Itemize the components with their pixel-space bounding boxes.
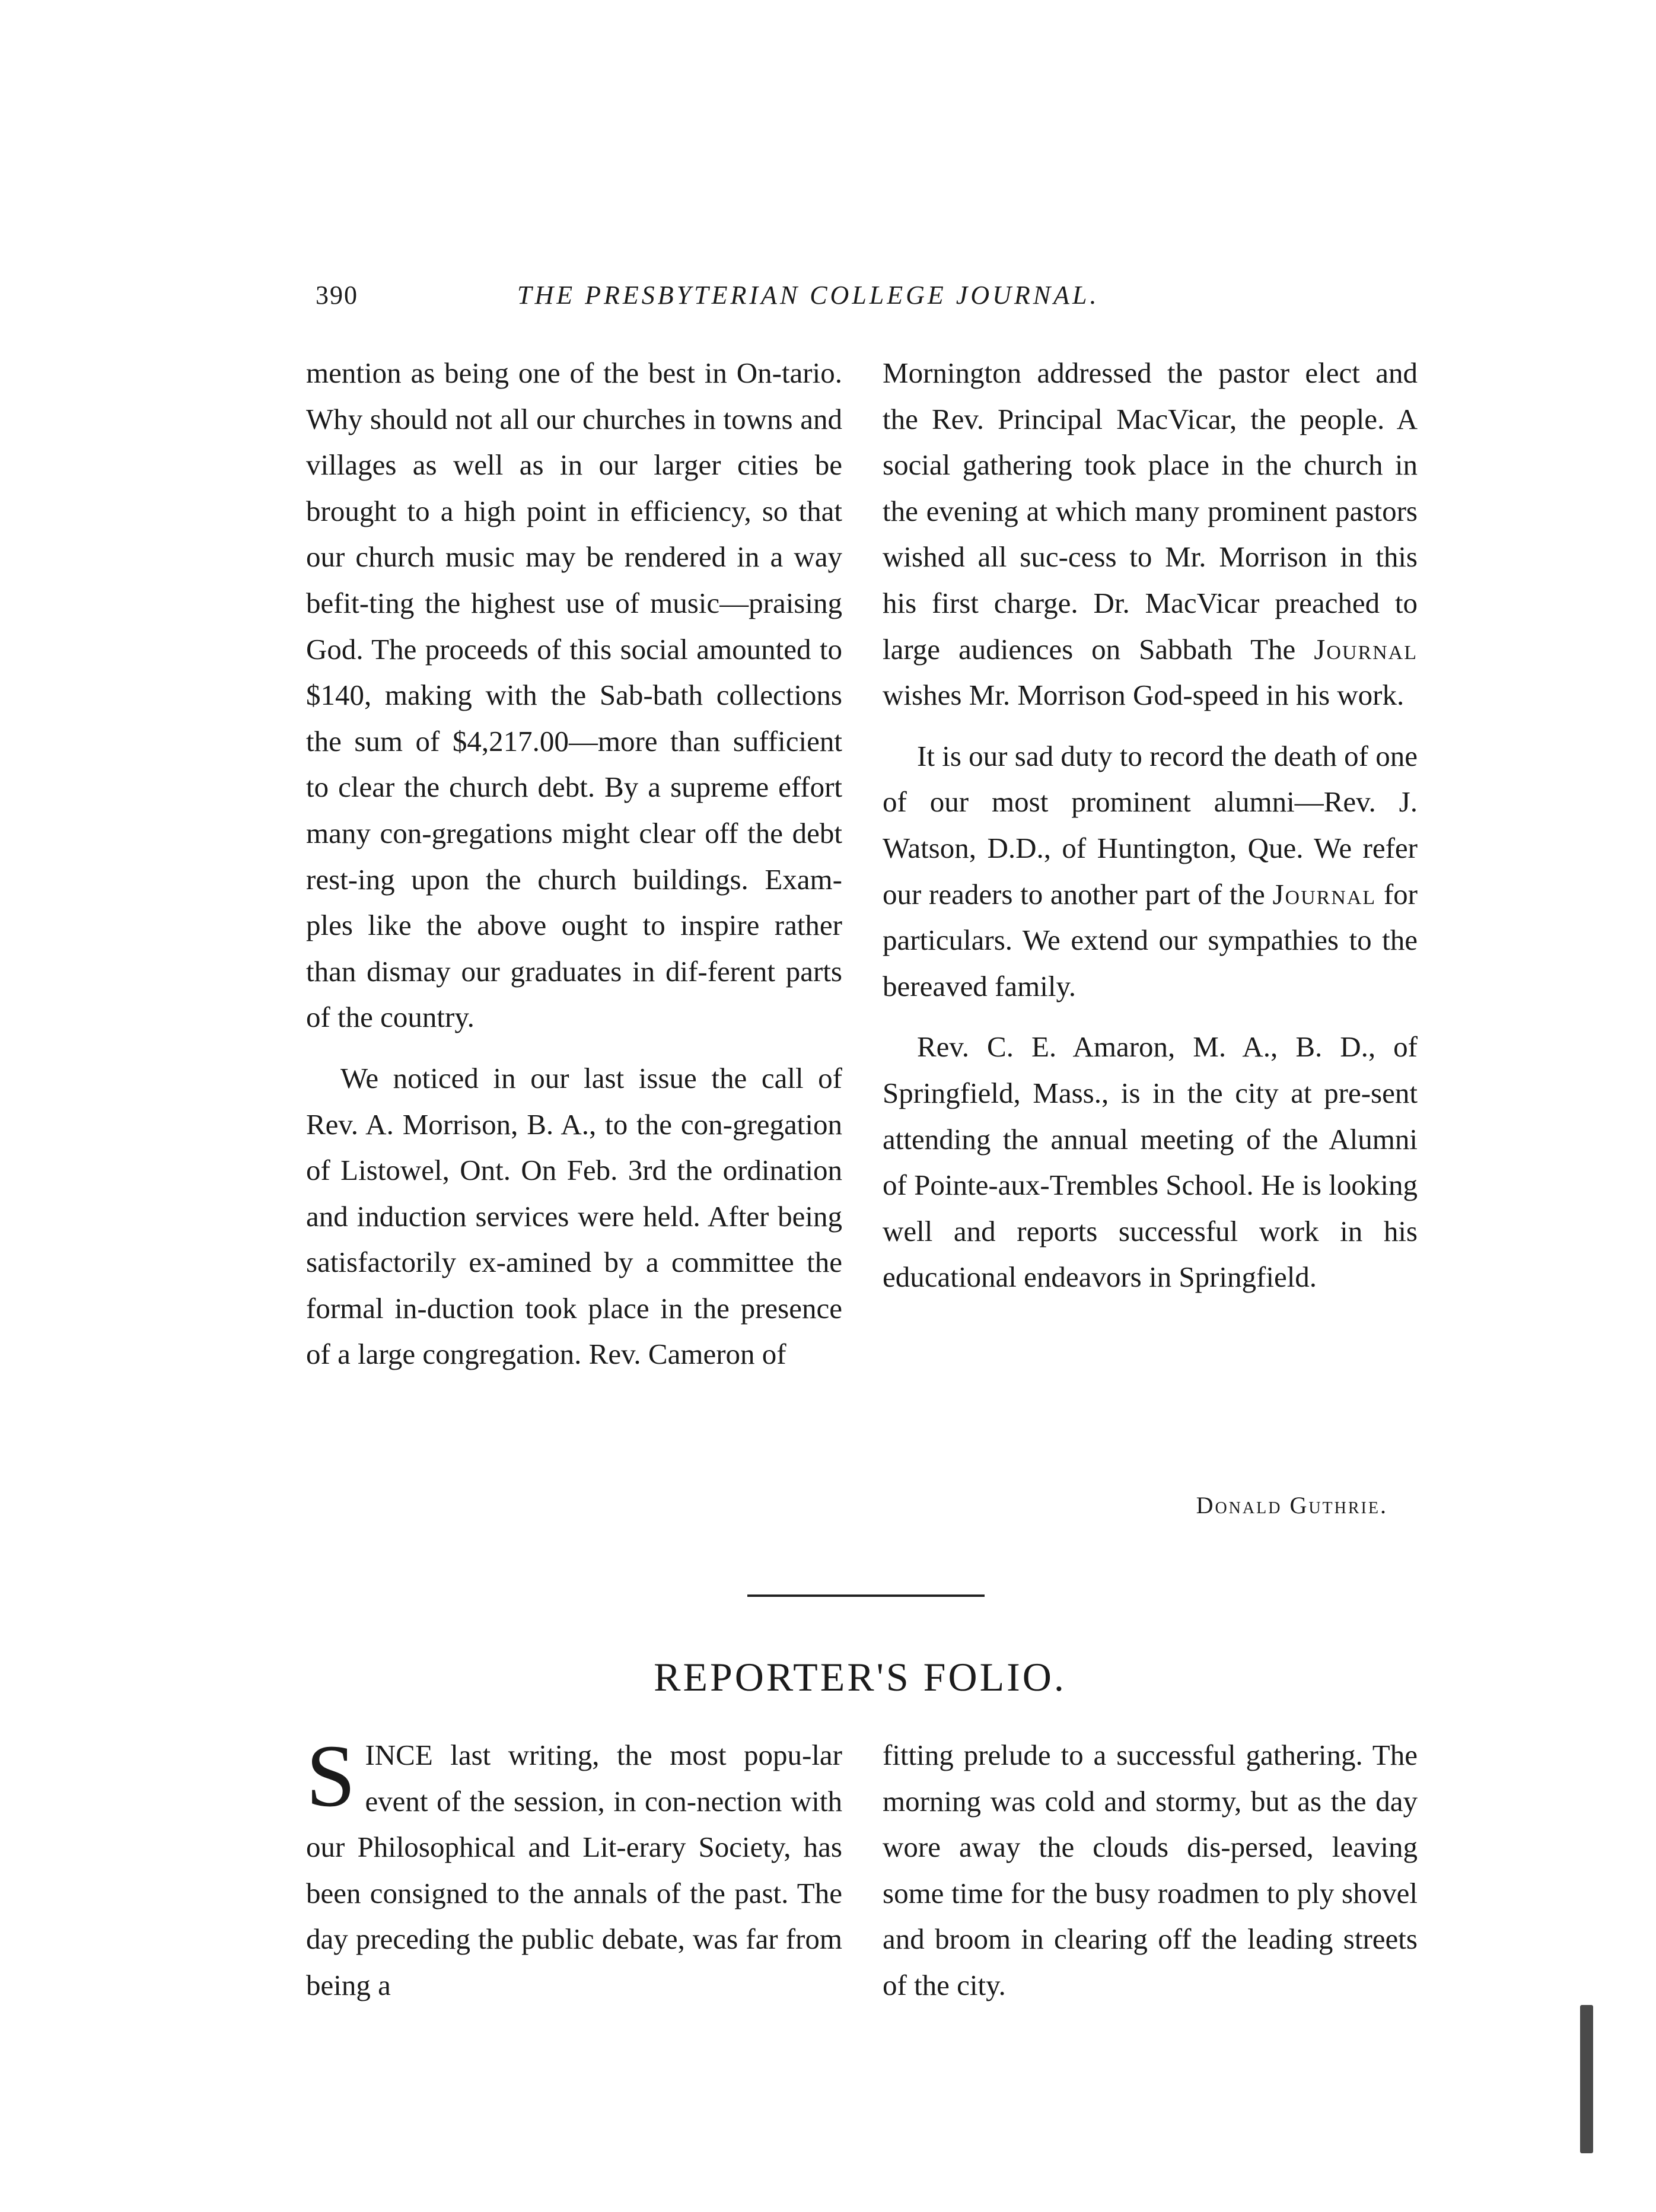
paragraph-induction-continued	[883, 350, 1418, 718]
text-run: It is our sad duty to record the death of one of our most prominent alumni—Rev. J. Watson, D.D., of Huntington, Que. We refer our readers to another part of the	[883, 739, 1418, 911]
journal-word: Journal	[1314, 632, 1418, 666]
text-run: last writing, the most popu-lar event of the session, in con-nection with our Philosophical and Lit-erary Society, has been consigned to the annals of the past. The day preceding the public debate, was far from being a	[306, 1739, 842, 2001]
lead-caps: INCE	[365, 1739, 433, 1771]
paragraph-watson-death	[883, 733, 1418, 1010]
section-title: REPORTER'S FOLIO.	[654, 1654, 1066, 1699]
running-head	[316, 278, 1187, 313]
paragraph-since-last-writing	[306, 1727, 842, 2009]
text-run: wishes Mr. Morrison God-speed in his work.	[883, 679, 1405, 712]
left-column-top	[306, 350, 842, 1377]
paragraph-fitting-prelude: fitting prelude to a successful gathering. The morning was cold and stormy, but as the day wore away the clouds dis-persed, leaving some time for the busy roadmen to ply shovel and broom in clearing off the leading streets of the city.	[883, 1739, 1418, 2001]
text-run: Mornington addressed the pastor elect and the Rev. Principal MacVicar, the people. A social gathering took place in the church in the evening at which many prominent pastors wished all suc-cess to Mr. Morrison in this his first charge. Dr. MacVicar preached to large audiences on Sabbath The	[883, 357, 1418, 666]
page-edge-mark	[1580, 2005, 1593, 2153]
journal-word: Journal	[1272, 877, 1377, 911]
left-column-bottom	[306, 1727, 842, 2009]
page-number: 390	[316, 281, 358, 310]
journal-title: THE PRESBYTERIAN COLLEGE JOURNAL.	[517, 281, 1100, 310]
signature-donald-guthrie: Donald Guthrie.	[1196, 1492, 1388, 1519]
paragraph-morrison-call: We noticed in our last issue the call of Rev. A. Morrison, B. A., to the con-gregation of Listowel, Ont. On Feb. 3rd the ordination and induction services were held. After being satisfactorily ex-amined by a committee the formal in-duction took place in the presence of a large congregation. Rev. Cameron of	[306, 1061, 842, 1371]
right-column-top	[883, 350, 1418, 1300]
right-column-bottom	[883, 1732, 1418, 2009]
paragraph-church-music: mention as being one of the best in On-tario. Why should not all our churches in towns and villages as well as in our larger cities be brought to a high point in efficiency, so that our church music may be rendered in a way befit-ting the highest use of music—praising God. The proceeds of this social amounted to $140, making with the Sab-bath collections the sum of $4,217.00—more than sufficient to clear the church debt. By a supreme effort many con-gregations might clear off the debt rest-ing upon the church buildings. Exam-ples like the above ought to inspire rather than dismay our graduates in dif-ferent parts of the country.	[306, 357, 842, 1034]
paragraph-amaron: Rev. C. E. Amaron, M. A., B. D., of Springfield, Mass., is in the city at pre-sent attending the annual meeting of the Alumni of Pointe-aux-Trembles School. He is looking well and reports successful work in his educational endeavors in Springfield.	[883, 1030, 1418, 1294]
drop-cap: S	[306, 1727, 356, 1825]
text-run: for particulars. We extend our sympathies to the bereaved family.	[883, 877, 1418, 1002]
section-divider	[747, 1594, 985, 1597]
